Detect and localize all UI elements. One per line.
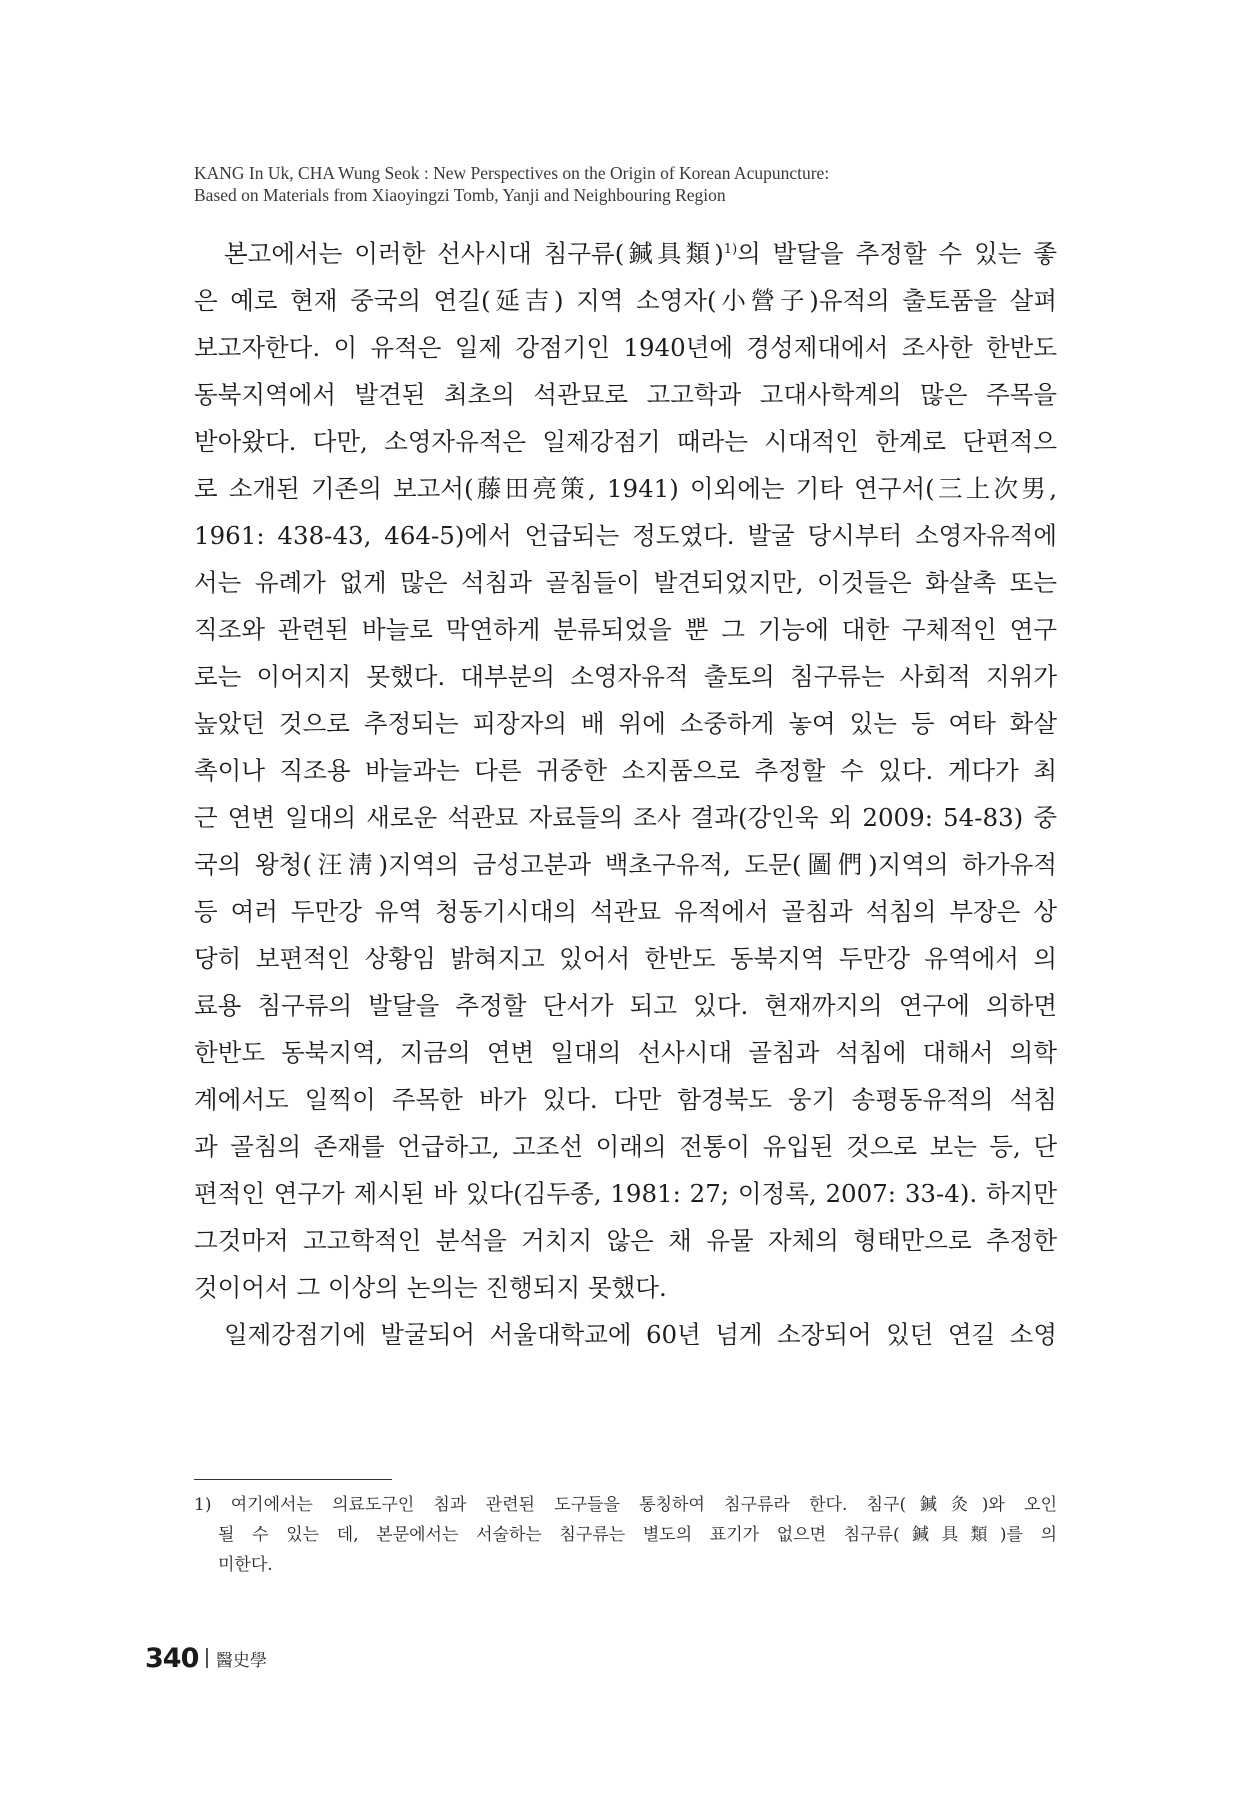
running-header (194, 162, 1074, 206)
body-line: 과 골침의 존재를 언급하고, 고조선 이래의 전통이 유입된 것으로 보는 등, 단 (194, 1132, 1057, 1161)
body-line: 료용 침구류의 발달을 추정할 단서가 되고 있다. 현재까지의 연구에 의하면 (194, 991, 1057, 1020)
footnote-1 (194, 1490, 1057, 1580)
body-line: 한반도 동북지역, 지금의 연변 일대의 선사시대 골침과 석침에 대해서 의학 (194, 1038, 1057, 1067)
body-line: 로는 이어지지 못했다. 대부분의 소영자유적 출토의 침구류는 사회적 지위가 (194, 662, 1057, 691)
footnote-line: 될 수 있는 데, 본문에서는 서술하는 침구류는 별도의 표기가 없으면 침구류(鍼具類)를 의 (218, 1525, 1057, 1545)
body-line-text: 본고에서는 이러한 선사시대 침구류(鍼具類) (224, 239, 724, 268)
footnote-line: 미한다. (218, 1555, 273, 1575)
body-line: 그것마저 고고학적인 분석을 거치지 않은 채 유물 자체의 형태만으로 추정한 (194, 1226, 1057, 1255)
body-line: 동북지역에서 발견된 최초의 석관묘로 고고학과 고대사학계의 많은 주목을 (194, 380, 1057, 409)
body-line: 보고자한다. 이 유적은 일제 강점기인 1940년에 경성제대에서 조사한 한반도 (194, 333, 1057, 362)
body-line: 편적인 연구가 제시된 바 있다(김두종, 1981: 27; 이정록, 2007: 33-4). 하지만 (194, 1179, 1057, 1208)
running-header-line-2: Based on Materials from Xiaoyingzi Tomb, Yanji and Neighbouring Region (194, 185, 726, 205)
footnote-reference-1: 1) (723, 241, 738, 257)
body-line: 등 여러 두만강 유역 청동기시대의 석관묘 유적에서 골침과 석침의 부장은 상 (194, 897, 1057, 926)
body-text (194, 230, 1057, 1358)
body-line: 것이어서 그 이상의 논의는 진행되지 못했다. (194, 1273, 667, 1302)
running-header-line-1: KANG In Uk, CHA Wung Seok : New Perspectives on the Origin of Korean Acupuncture: (194, 163, 830, 183)
body-line: 계에서도 일찍이 주목한 바가 있다. 다만 함경북도 웅기 송평동유적의 석침 (194, 1085, 1057, 1114)
body-line: 높았던 것으로 추정되는 피장자의 배 위에 소중하게 놓여 있는 등 여타 화살 (194, 709, 1057, 738)
body-line: 근 연변 일대의 새로운 석관묘 자료들의 조사 결과(강인욱 외 2009: 54-83) 중 (194, 803, 1057, 832)
body-line: 서는 유례가 없게 많은 석침과 골침들이 발견되었지만, 이것들은 화살촉 또는 (194, 568, 1057, 597)
page-number: 340 (145, 1642, 199, 1674)
footer-divider (206, 1648, 208, 1668)
page-footer (145, 1638, 267, 1678)
body-line-text: 의 발달을 추정할 수 있는 좋 (737, 239, 1057, 268)
footnote-divider (194, 1479, 392, 1480)
body-line (194, 230, 1057, 277)
body-line: 당히 보편적인 상황임 밝혀지고 있어서 한반도 동북지역 두만강 유역에서 의 (194, 944, 1057, 973)
body-line: 1961: 438-43, 464-5)에서 언급되는 정도였다. 발굴 당시부터 소영자유적에 (194, 521, 1057, 550)
body-line: 로 소개된 기존의 보고서(藤田亮策, 1941) 이외에는 기타 연구서(三上次男, (194, 474, 1057, 503)
journal-title: 醫史學 (215, 1650, 267, 1671)
body-line: 국의 왕청(汪淸)지역의 금성고분과 백초구유적, 도문(圖們)지역의 하가유적 (194, 850, 1057, 879)
body-line: 받아왔다. 다만, 소영자유적은 일제강점기 때라는 시대적인 한계로 단편적으 (194, 427, 1057, 456)
body-line: 직조와 관련된 바늘로 막연하게 분류되었을 뿐 그 기능에 대한 구체적인 연구 (194, 615, 1057, 644)
body-line: 은 예로 현재 중국의 연길(延吉) 지역 소영자(小營子)유적의 출토품을 살펴 (194, 286, 1057, 315)
body-line: 촉이나 직조용 바늘과는 다른 귀중한 소지품으로 추정할 수 있다. 게다가 최 (194, 756, 1057, 785)
footnote-line: 1) 여기에서는 의료도구인 침과 관련된 도구들을 통칭하여 침구류라 한다. 침구(鍼灸)와 오인 (194, 1495, 1057, 1515)
body-line: 일제강점기에 발굴되어 서울대학교에 60년 넘게 소장되어 있던 연길 소영 (224, 1320, 1057, 1349)
